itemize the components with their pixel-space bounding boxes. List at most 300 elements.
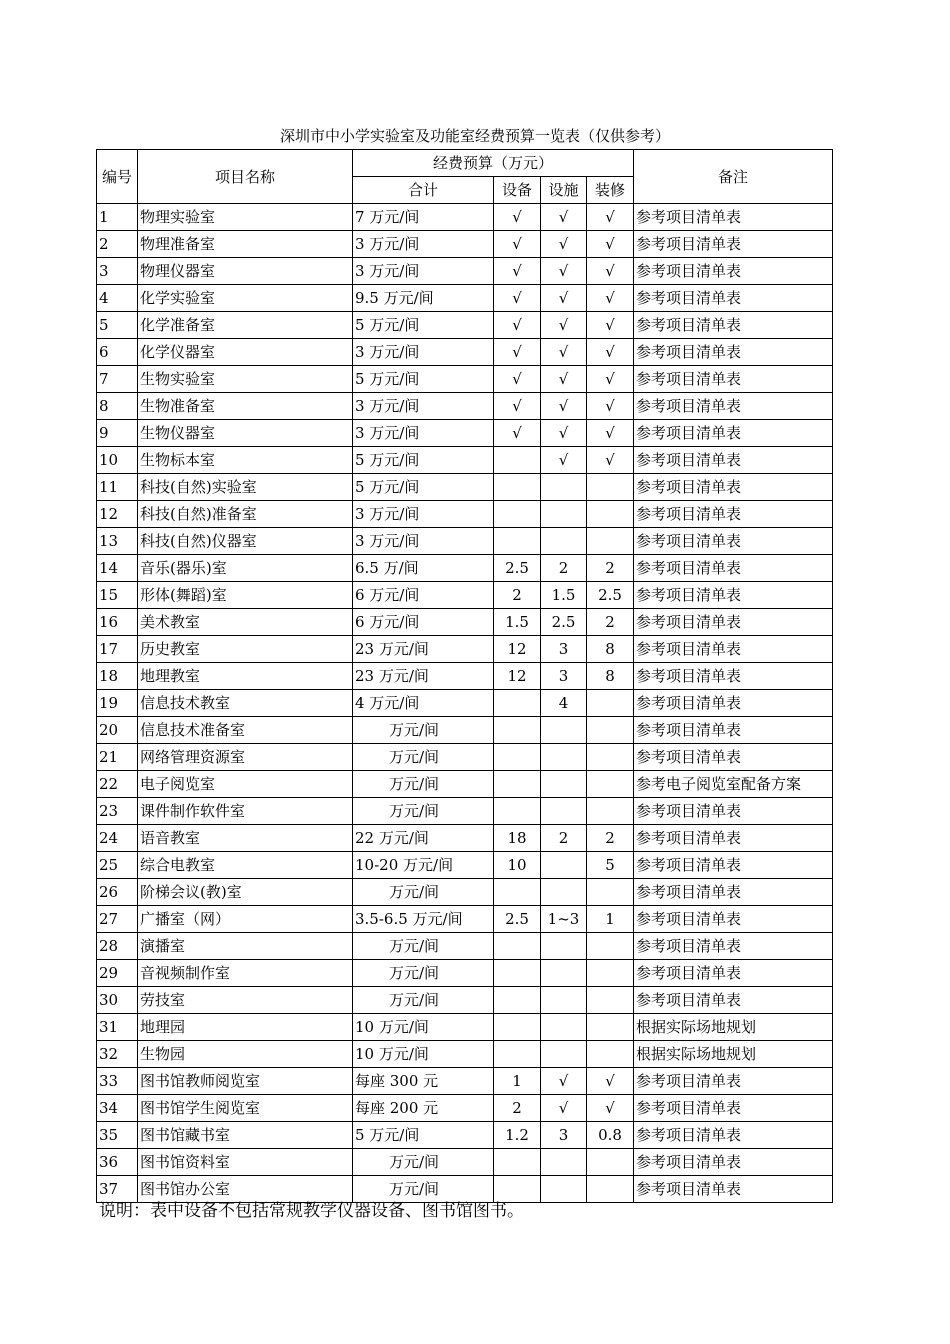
cell-facility [541, 1176, 587, 1203]
cell-note: 参考项目清单表 [634, 582, 833, 609]
cell-name: 信息技术教室 [138, 690, 353, 717]
cell-note: 参考项目清单表 [634, 690, 833, 717]
cell-facility: √ [541, 285, 587, 312]
cell-facility [541, 852, 587, 879]
cell-facility: √ [541, 258, 587, 285]
table-row [97, 771, 833, 798]
cell-decor [587, 879, 634, 906]
cell-facility: 1.5 [541, 582, 587, 609]
table-row [97, 1068, 833, 1095]
cell-name: 化学准备室 [138, 312, 353, 339]
cell-num: 36 [97, 1149, 138, 1176]
cell-num: 2 [97, 231, 138, 258]
table-row [97, 636, 833, 663]
cell-num: 37 [97, 1176, 138, 1203]
cell-equip [494, 474, 541, 501]
cell-equip [494, 744, 541, 771]
table-row [97, 1122, 833, 1149]
cell-name: 科技(自然)准备室 [138, 501, 353, 528]
cell-decor [587, 1014, 634, 1041]
cell-facility [541, 933, 587, 960]
cell-note: 参考项目清单表 [634, 879, 833, 906]
cell-total: 6.5 万/间 [353, 555, 494, 582]
cell-total: 万元/间 [353, 771, 494, 798]
cell-note: 参考项目清单表 [634, 204, 833, 231]
cell-facility: √ [541, 1068, 587, 1095]
cell-facility: √ [541, 1095, 587, 1122]
cell-total: 万元/间 [353, 717, 494, 744]
cell-total: 7 万元/间 [353, 204, 494, 231]
table-row [97, 420, 833, 447]
cell-note: 参考项目清单表 [634, 339, 833, 366]
cell-total: 3 万元/间 [353, 528, 494, 555]
cell-num: 30 [97, 987, 138, 1014]
cell-name: 生物标本室 [138, 447, 353, 474]
cell-num: 18 [97, 663, 138, 690]
cell-num: 31 [97, 1014, 138, 1041]
cell-equip [494, 528, 541, 555]
cell-name: 物理准备室 [138, 231, 353, 258]
cell-equip [494, 690, 541, 717]
cell-equip [494, 1014, 541, 1041]
cell-total: 3 万元/间 [353, 420, 494, 447]
cell-decor: √ [587, 339, 634, 366]
cell-total: 万元/间 [353, 1149, 494, 1176]
cell-equip [494, 960, 541, 987]
cell-total: 23 万元/间 [353, 636, 494, 663]
header-equip: 设备 [494, 177, 541, 204]
cell-name: 美术教室 [138, 609, 353, 636]
cell-num: 26 [97, 879, 138, 906]
header-facility: 设施 [541, 177, 587, 204]
cell-decor [587, 1041, 634, 1068]
cell-facility: 3 [541, 1122, 587, 1149]
cell-decor [587, 474, 634, 501]
cell-equip [494, 501, 541, 528]
cell-equip: 2.5 [494, 555, 541, 582]
cell-facility: 1~3 [541, 906, 587, 933]
cell-note: 参考项目清单表 [634, 663, 833, 690]
cell-name: 图书馆学生阅览室 [138, 1095, 353, 1122]
cell-equip [494, 717, 541, 744]
table-row [97, 690, 833, 717]
cell-decor: √ [587, 285, 634, 312]
cell-decor [587, 744, 634, 771]
cell-facility [541, 960, 587, 987]
cell-num: 20 [97, 717, 138, 744]
cell-decor: 5 [587, 852, 634, 879]
cell-facility [541, 501, 587, 528]
table-row [97, 906, 833, 933]
table-row [97, 1041, 833, 1068]
cell-facility [541, 771, 587, 798]
cell-facility: √ [541, 204, 587, 231]
cell-num: 13 [97, 528, 138, 555]
cell-name: 形体(舞蹈)室 [138, 582, 353, 609]
cell-decor: √ [587, 231, 634, 258]
cell-equip: 18 [494, 825, 541, 852]
table-row [97, 258, 833, 285]
cell-equip [494, 1149, 541, 1176]
cell-decor: 2 [587, 555, 634, 582]
header-total: 合计 [353, 177, 494, 204]
cell-note: 参考项目清单表 [634, 852, 833, 879]
cell-note: 参考项目清单表 [634, 609, 833, 636]
cell-equip: 12 [494, 663, 541, 690]
cell-decor: √ [587, 393, 634, 420]
cell-total: 万元/间 [353, 879, 494, 906]
cell-num: 21 [97, 744, 138, 771]
table-row [97, 339, 833, 366]
cell-total: 万元/间 [353, 960, 494, 987]
table-row [97, 960, 833, 987]
cell-note: 参考项目清单表 [634, 717, 833, 744]
cell-decor: 1 [587, 906, 634, 933]
cell-equip: √ [494, 312, 541, 339]
cell-facility: 3 [541, 636, 587, 663]
cell-note: 参考项目清单表 [634, 258, 833, 285]
cell-total: 万元/间 [353, 933, 494, 960]
table-row [97, 393, 833, 420]
cell-facility: 3 [541, 663, 587, 690]
table-row [97, 231, 833, 258]
cell-decor [587, 690, 634, 717]
cell-total: 5 万元/间 [353, 447, 494, 474]
cell-name: 生物仪器室 [138, 420, 353, 447]
cell-total: 5 万元/间 [353, 366, 494, 393]
table-row [97, 798, 833, 825]
cell-equip: 1 [494, 1068, 541, 1095]
cell-note: 参考项目清单表 [634, 366, 833, 393]
cell-name: 电子阅览室 [138, 771, 353, 798]
cell-note: 参考项目清单表 [634, 987, 833, 1014]
cell-equip [494, 1041, 541, 1068]
cell-num: 11 [97, 474, 138, 501]
cell-name: 物理仪器室 [138, 258, 353, 285]
cell-equip: 10 [494, 852, 541, 879]
cell-facility [541, 879, 587, 906]
cell-note: 参考项目清单表 [634, 1068, 833, 1095]
cell-total: 10 万元/间 [353, 1041, 494, 1068]
cell-facility [541, 1014, 587, 1041]
cell-decor: √ [587, 258, 634, 285]
cell-total: 3 万元/间 [353, 339, 494, 366]
cell-equip: 1.2 [494, 1122, 541, 1149]
table-row [97, 366, 833, 393]
cell-equip: √ [494, 366, 541, 393]
cell-decor: 8 [587, 636, 634, 663]
cell-decor: 2 [587, 609, 634, 636]
cell-total: 3 万元/间 [353, 258, 494, 285]
cell-note: 参考项目清单表 [634, 636, 833, 663]
cell-name: 图书馆教师阅览室 [138, 1068, 353, 1095]
cell-equip: √ [494, 285, 541, 312]
cell-total: 9.5 万元/间 [353, 285, 494, 312]
cell-facility: √ [541, 366, 587, 393]
cell-equip: 2.5 [494, 906, 541, 933]
cell-name: 科技(自然)仪器室 [138, 528, 353, 555]
cell-decor [587, 717, 634, 744]
cell-num: 34 [97, 1095, 138, 1122]
cell-name: 地理园 [138, 1014, 353, 1041]
cell-name: 生物园 [138, 1041, 353, 1068]
cell-facility: √ [541, 447, 587, 474]
table-row [97, 501, 833, 528]
cell-equip: √ [494, 204, 541, 231]
cell-name: 生物实验室 [138, 366, 353, 393]
cell-facility: √ [541, 420, 587, 447]
cell-facility [541, 987, 587, 1014]
cell-note: 参考项目清单表 [634, 825, 833, 852]
cell-note: 根据实际场地规划 [634, 1014, 833, 1041]
cell-total: 3 万元/间 [353, 501, 494, 528]
cell-facility: √ [541, 393, 587, 420]
cell-num: 4 [97, 285, 138, 312]
cell-equip [494, 987, 541, 1014]
cell-equip [494, 798, 541, 825]
cell-name: 图书馆办公室 [138, 1176, 353, 1203]
table-row [97, 1095, 833, 1122]
cell-equip: √ [494, 231, 541, 258]
table-row [97, 555, 833, 582]
cell-name: 图书馆资料室 [138, 1149, 353, 1176]
cell-name: 语音教室 [138, 825, 353, 852]
table-row [97, 528, 833, 555]
cell-decor [587, 987, 634, 1014]
cell-decor: √ [587, 366, 634, 393]
cell-facility: 2 [541, 555, 587, 582]
cell-num: 27 [97, 906, 138, 933]
cell-equip: √ [494, 393, 541, 420]
cell-note: 参考电子阅览室配备方案 [634, 771, 833, 798]
cell-name: 生物准备室 [138, 393, 353, 420]
cell-note: 参考项目清单表 [634, 393, 833, 420]
cell-total: 3 万元/间 [353, 231, 494, 258]
cell-name: 综合电教室 [138, 852, 353, 879]
header-row-1 [97, 150, 833, 177]
cell-note: 参考项目清单表 [634, 1122, 833, 1149]
cell-num: 17 [97, 636, 138, 663]
cell-decor [587, 771, 634, 798]
cell-name: 阶梯会议(教)室 [138, 879, 353, 906]
cell-total: 3.5-6.5 万元/间 [353, 906, 494, 933]
cell-total: 4 万元/间 [353, 690, 494, 717]
budget-table [96, 149, 833, 1203]
cell-num: 29 [97, 960, 138, 987]
cell-note: 参考项目清单表 [634, 933, 833, 960]
cell-num: 28 [97, 933, 138, 960]
cell-equip [494, 879, 541, 906]
cell-equip: 2 [494, 582, 541, 609]
table-row [97, 717, 833, 744]
cell-facility: √ [541, 231, 587, 258]
cell-num: 14 [97, 555, 138, 582]
cell-equip: 1.5 [494, 609, 541, 636]
cell-decor: 2.5 [587, 582, 634, 609]
table-row [97, 852, 833, 879]
cell-note: 参考项目清单表 [634, 312, 833, 339]
cell-name: 劳技室 [138, 987, 353, 1014]
cell-decor [587, 960, 634, 987]
cell-num: 9 [97, 420, 138, 447]
table-row [97, 1014, 833, 1041]
cell-total: 10 万元/间 [353, 1014, 494, 1041]
table-row [97, 663, 833, 690]
table-row [97, 933, 833, 960]
cell-total: 6 万元/间 [353, 582, 494, 609]
cell-name: 课件制作软件室 [138, 798, 353, 825]
cell-facility: 2.5 [541, 609, 587, 636]
cell-facility [541, 1149, 587, 1176]
cell-equip: √ [494, 258, 541, 285]
cell-note: 参考项目清单表 [634, 1176, 833, 1203]
cell-num: 3 [97, 258, 138, 285]
cell-note: 参考项目清单表 [634, 501, 833, 528]
cell-total: 5 万元/间 [353, 312, 494, 339]
cell-equip: √ [494, 420, 541, 447]
table-body [97, 204, 833, 1203]
cell-name: 化学实验室 [138, 285, 353, 312]
table-title: 深圳市中小学实验室及功能室经费预算一览表（仅供参考） [279, 127, 670, 145]
cell-num: 32 [97, 1041, 138, 1068]
cell-num: 23 [97, 798, 138, 825]
cell-facility [541, 474, 587, 501]
footnote: 说明：表中设备不包括常规教学仪器设备、图书馆图书。 [99, 1201, 524, 1221]
cell-facility [541, 744, 587, 771]
cell-note: 参考项目清单表 [634, 474, 833, 501]
cell-note: 参考项目清单表 [634, 528, 833, 555]
cell-note: 参考项目清单表 [634, 960, 833, 987]
cell-facility [541, 717, 587, 744]
header-note: 备注 [634, 150, 833, 204]
cell-decor [587, 933, 634, 960]
cell-facility: 4 [541, 690, 587, 717]
table-row [97, 879, 833, 906]
table-header [97, 150, 833, 204]
cell-name: 图书馆藏书室 [138, 1122, 353, 1149]
cell-note: 参考项目清单表 [634, 420, 833, 447]
cell-equip: 2 [494, 1095, 541, 1122]
cell-note: 参考项目清单表 [634, 447, 833, 474]
cell-name: 信息技术准备室 [138, 717, 353, 744]
cell-name: 历史教室 [138, 636, 353, 663]
cell-total: 23 万元/间 [353, 663, 494, 690]
table-row [97, 825, 833, 852]
cell-decor: 0.8 [587, 1122, 634, 1149]
cell-decor [587, 528, 634, 555]
cell-facility: 2 [541, 825, 587, 852]
cell-name: 化学仪器室 [138, 339, 353, 366]
table-row [97, 474, 833, 501]
cell-decor [587, 1149, 634, 1176]
cell-num: 35 [97, 1122, 138, 1149]
cell-decor [587, 1176, 634, 1203]
cell-note: 参考项目清单表 [634, 744, 833, 771]
cell-total: 3 万元/间 [353, 393, 494, 420]
cell-facility [541, 1041, 587, 1068]
cell-decor: √ [587, 312, 634, 339]
cell-name: 科技(自然)实验室 [138, 474, 353, 501]
cell-note: 参考项目清单表 [634, 555, 833, 582]
table-row [97, 447, 833, 474]
cell-note: 参考项目清单表 [634, 231, 833, 258]
header-num: 编号 [97, 150, 138, 204]
cell-total: 每座 200 元 [353, 1095, 494, 1122]
cell-name: 音乐(器乐)室 [138, 555, 353, 582]
cell-num: 12 [97, 501, 138, 528]
cell-total: 5 万元/间 [353, 1122, 494, 1149]
cell-decor: √ [587, 420, 634, 447]
cell-num: 10 [97, 447, 138, 474]
cell-num: 5 [97, 312, 138, 339]
cell-total: 5 万元/间 [353, 474, 494, 501]
cell-decor: √ [587, 1095, 634, 1122]
cell-num: 33 [97, 1068, 138, 1095]
cell-name: 演播室 [138, 933, 353, 960]
cell-decor [587, 798, 634, 825]
cell-decor: √ [587, 447, 634, 474]
cell-num: 6 [97, 339, 138, 366]
cell-equip [494, 933, 541, 960]
cell-note: 根据实际场地规划 [634, 1041, 833, 1068]
cell-num: 24 [97, 825, 138, 852]
table-row [97, 987, 833, 1014]
cell-total: 每座 300 元 [353, 1068, 494, 1095]
cell-num: 19 [97, 690, 138, 717]
header-decor: 装修 [587, 177, 634, 204]
header-name: 项目名称 [138, 150, 353, 204]
cell-note: 参考项目清单表 [634, 285, 833, 312]
cell-total: 6 万元/间 [353, 609, 494, 636]
table-row [97, 285, 833, 312]
cell-total: 万元/间 [353, 798, 494, 825]
header-budget: 经费预算（万元） [353, 150, 634, 177]
table-row [97, 582, 833, 609]
cell-name: 音视频制作室 [138, 960, 353, 987]
cell-equip: √ [494, 339, 541, 366]
cell-decor: 8 [587, 663, 634, 690]
cell-facility: √ [541, 312, 587, 339]
table-row [97, 609, 833, 636]
cell-num: 7 [97, 366, 138, 393]
cell-decor: 2 [587, 825, 634, 852]
cell-decor [587, 501, 634, 528]
cell-total: 22 万元/间 [353, 825, 494, 852]
cell-total: 万元/间 [353, 1176, 494, 1203]
cell-facility: √ [541, 339, 587, 366]
cell-name: 广播室（网） [138, 906, 353, 933]
cell-num: 16 [97, 609, 138, 636]
cell-name: 网络管理资源室 [138, 744, 353, 771]
cell-num: 25 [97, 852, 138, 879]
cell-note: 参考项目清单表 [634, 798, 833, 825]
table-row [97, 1149, 833, 1176]
cell-name: 地理教室 [138, 663, 353, 690]
table-row [97, 312, 833, 339]
cell-note: 参考项目清单表 [634, 1149, 833, 1176]
cell-equip: 12 [494, 636, 541, 663]
cell-decor: √ [587, 1068, 634, 1095]
cell-facility [541, 798, 587, 825]
cell-note: 参考项目清单表 [634, 1095, 833, 1122]
cell-name: 物理实验室 [138, 204, 353, 231]
cell-total: 万元/间 [353, 987, 494, 1014]
cell-equip [494, 771, 541, 798]
cell-facility [541, 528, 587, 555]
cell-num: 8 [97, 393, 138, 420]
cell-num: 1 [97, 204, 138, 231]
table-row [97, 204, 833, 231]
